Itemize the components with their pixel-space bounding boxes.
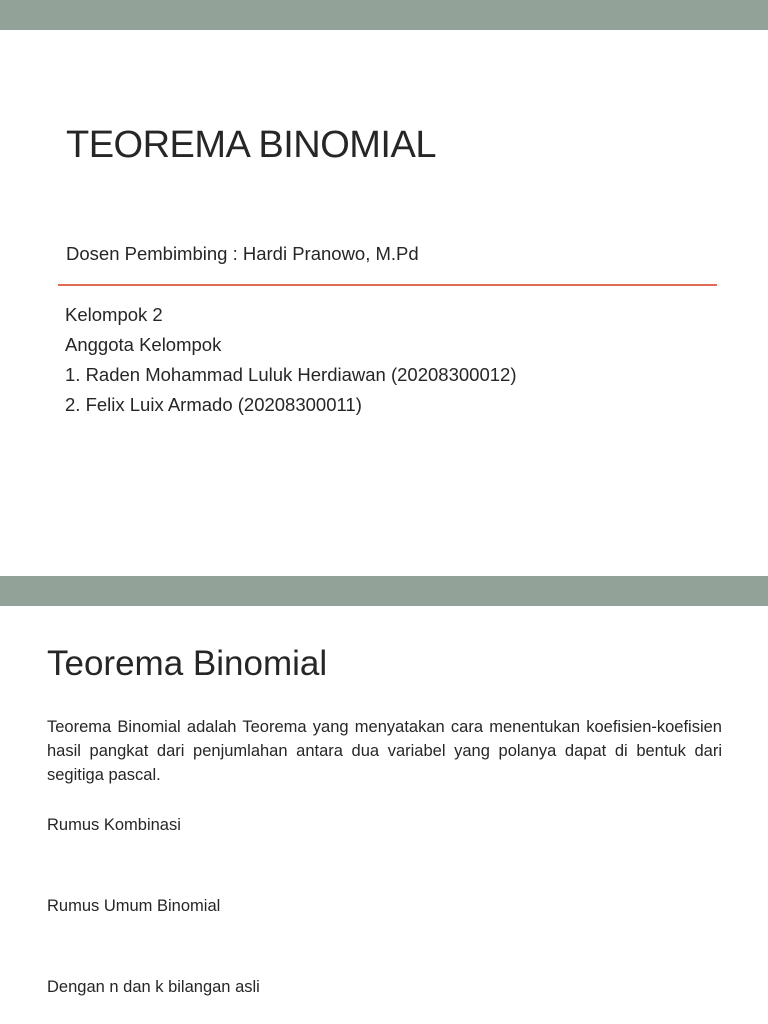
rumus-umum-label: Rumus Umum Binomial bbox=[47, 897, 221, 915]
rumus-kombinasi-label: Rumus Kombinasi bbox=[47, 816, 181, 834]
slide-title: TEOREMA BINOMIAL bbox=[66, 124, 436, 166]
group-info bbox=[65, 300, 516, 420]
member-item: 2. Felix Luix Armado (20208300011) bbox=[65, 394, 362, 415]
slide-separator-band bbox=[0, 576, 768, 606]
content-slide bbox=[0, 606, 768, 1024]
content-title: Teorema Binomial bbox=[47, 644, 328, 683]
members-heading: Anggota Kelompok bbox=[65, 334, 222, 355]
member-item: 1. Raden Mohammad Luluk Herdiawan (20208300012) bbox=[65, 364, 517, 385]
title-slide bbox=[0, 30, 768, 576]
supervisor-text: Dosen Pembimbing : Hardi Pranowo, M.Pd bbox=[66, 243, 419, 264]
top-accent-band bbox=[0, 0, 768, 30]
title-divider bbox=[58, 284, 717, 286]
natural-number-note: Dengan n dan k bilangan asli bbox=[47, 978, 260, 996]
definition-paragraph: Teorema Binomial adalah Teorema yang menyatakan cara menentukan koefisien-koefisien hasil pangkat dari penjumlahan antara dua variabel yang polanya dapat di bentuk dari segitiga pascal. bbox=[47, 718, 722, 784]
group-name: Kelompok 2 bbox=[65, 304, 163, 325]
